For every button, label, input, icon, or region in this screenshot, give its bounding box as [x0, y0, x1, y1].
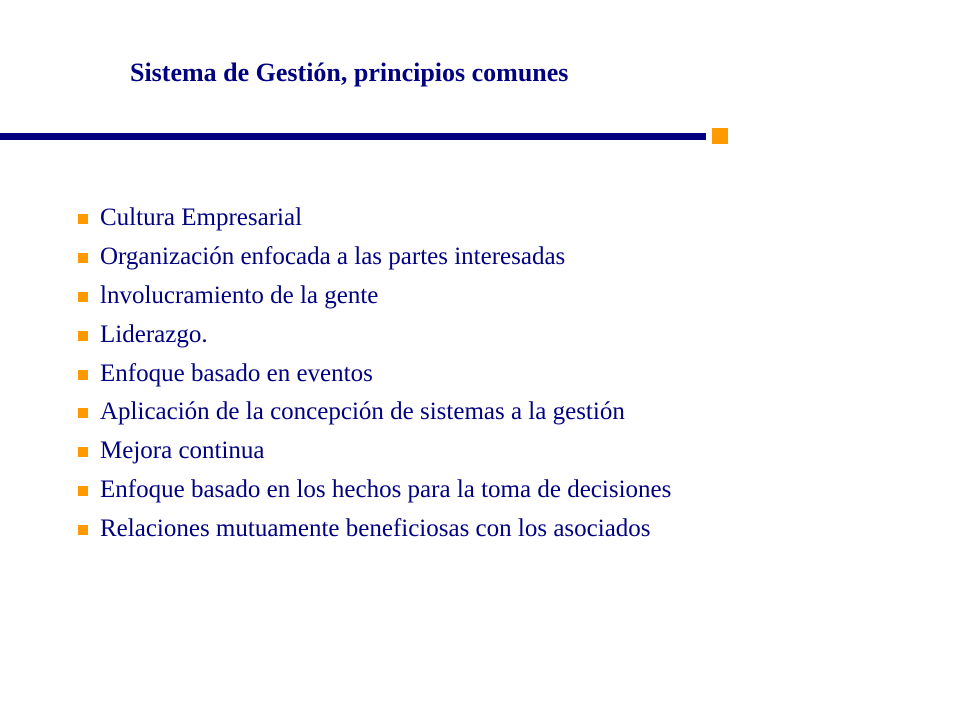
square-bullet-icon — [78, 292, 88, 302]
square-bullet-icon — [78, 370, 88, 380]
list-item-text: Enfoque basado en los hechos para la toma de decisiones — [100, 475, 672, 503]
list-item-text: lnvolucramiento de la gente — [100, 281, 379, 309]
title-divider-line — [0, 133, 706, 140]
list-item — [78, 238, 671, 277]
list-item — [78, 354, 671, 393]
list-item — [78, 393, 671, 432]
slide-title: Sistema de Gestión, principios comunes — [130, 58, 569, 87]
list-item-text: Cultura Empresarial — [100, 204, 303, 232]
square-bullet-icon — [78, 331, 88, 341]
square-bullet-icon — [78, 525, 88, 535]
square-bullet-icon — [78, 408, 88, 418]
square-bullet-icon — [78, 447, 88, 457]
list-item-text: Aplicación de la concepción de sistemas a la gestión — [100, 398, 625, 426]
list-item — [78, 315, 671, 354]
divider-accent-square — [712, 128, 728, 144]
list-item — [78, 432, 671, 471]
list-item-text: Liderazgo. — [100, 320, 208, 348]
square-bullet-icon — [78, 486, 88, 496]
list-item — [78, 199, 671, 238]
list-item-text: Enfoque basado en eventos — [100, 359, 373, 387]
square-bullet-icon — [78, 253, 88, 263]
list-item-text: Relaciones mutuamente beneficiosas con los asociados — [100, 514, 651, 542]
square-bullet-icon — [78, 214, 88, 224]
list-item — [78, 277, 671, 316]
principles-list — [78, 199, 671, 548]
list-item-text: Mejora continua — [100, 437, 265, 465]
list-item-text: Organización enfocada a las partes interesadas — [100, 243, 566, 271]
list-item — [78, 509, 671, 548]
list-item — [78, 471, 671, 510]
